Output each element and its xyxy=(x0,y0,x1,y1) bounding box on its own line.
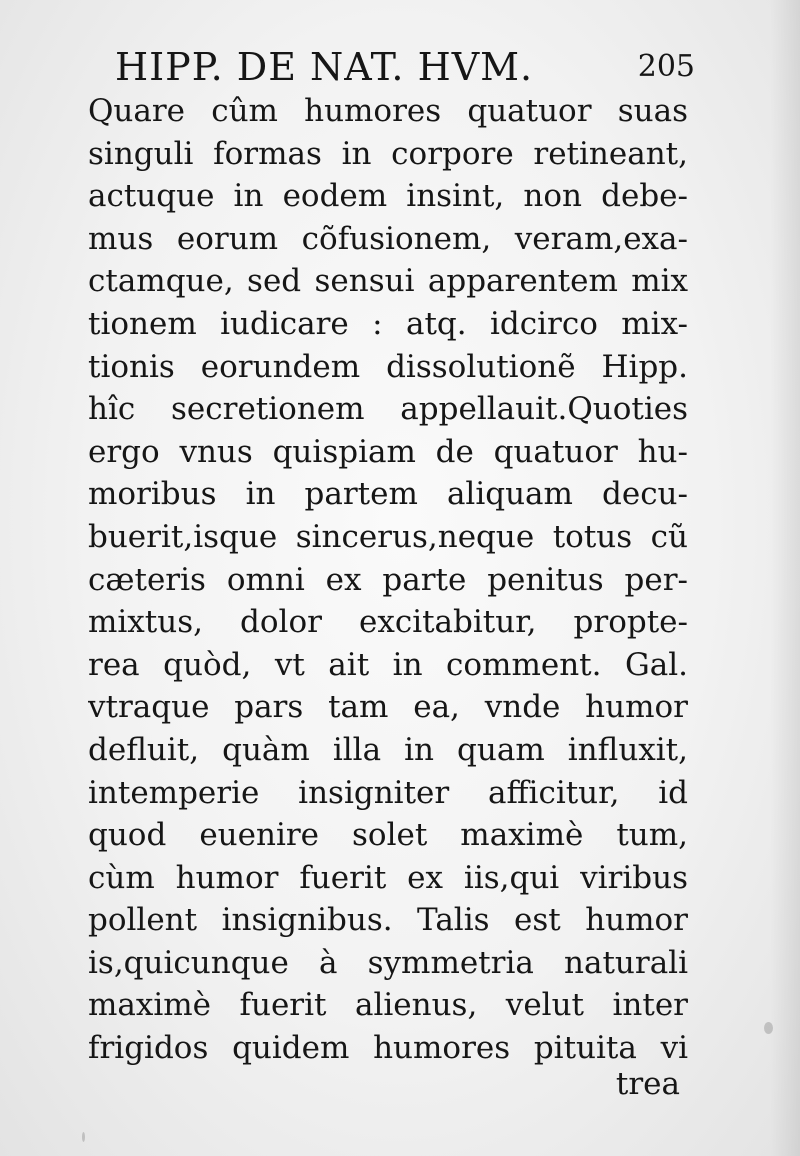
text-line: frigidos quidem humores pituita vi xyxy=(88,1030,688,1067)
text-line: rea quòd, vt ait in comment. Gal. xyxy=(88,646,688,683)
text-line: pollent insignibus. Talis est humor xyxy=(88,902,688,939)
text-line: tionem iudicare : atq. idcirco mix- xyxy=(88,305,688,342)
text-line: moribus in partem aliquam decu- xyxy=(88,476,688,513)
body-text xyxy=(88,90,688,1070)
text-line: buerit,isque sincerus,neque totus cũ xyxy=(88,518,688,555)
text-line: mixtus, dolor excitabitur, propte- xyxy=(88,604,688,641)
ink-smudge xyxy=(764,1022,773,1034)
text-line: defluit, quàm illa in quam influxit, xyxy=(88,731,688,768)
page-header xyxy=(115,42,695,92)
catchword-row xyxy=(88,1064,688,1104)
page-number: 205 xyxy=(637,49,695,84)
text-line: singuli formas in corpore retineant, xyxy=(88,135,688,172)
text-line: intemperie insigniter afficitur, id xyxy=(88,774,688,811)
catchword: trea xyxy=(615,1066,680,1102)
text-line: quod euenire solet maximè tum, xyxy=(88,817,688,854)
running-head: HIPP. DE NAT. HVM. xyxy=(115,45,534,89)
text-line: ergo vnus quispiam de quatuor hu- xyxy=(88,433,688,470)
text-line: actuque in eodem insint, non debe- xyxy=(88,178,688,215)
ink-smudge xyxy=(82,1132,85,1142)
text-line: mus eorum cõfusionem, veram,exa- xyxy=(88,220,688,257)
text-line: tionis eorundem dissolutionẽ Hipp. xyxy=(88,348,688,385)
text-line: ctamque, sed sensui apparentem mix xyxy=(88,263,688,300)
text-line: cæteris omni ex parte penitus per- xyxy=(88,561,688,598)
text-line: vtraque pars tam ea, vnde humor xyxy=(88,689,688,726)
text-line: maximè fuerit alienus, velut inter xyxy=(88,987,688,1024)
text-line: hîc secretionem appellauit.Quoties xyxy=(88,391,688,428)
text-line: cùm humor fuerit ex iis,qui viribus xyxy=(88,859,688,896)
text-line: is,quicunque à symmetria naturali xyxy=(88,944,688,981)
text-line: Quare cûm humores quatuor suas xyxy=(88,93,688,129)
page-edge-shadow xyxy=(770,0,800,1156)
